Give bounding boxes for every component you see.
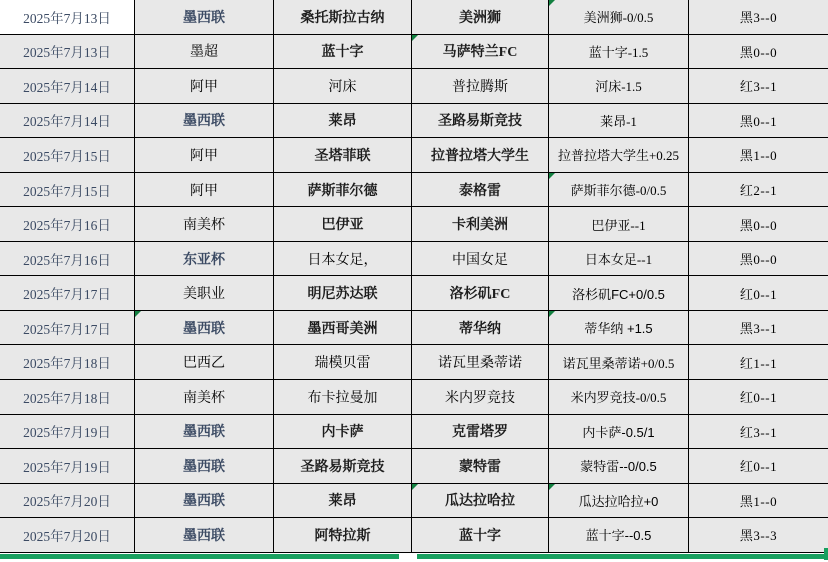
error-indicator-icon xyxy=(412,35,418,41)
date-cell-text: 2025年7月13日 xyxy=(23,45,111,61)
result-cell[interactable] xyxy=(689,207,828,242)
result-cell[interactable] xyxy=(689,415,828,450)
league-cell-text: 墨超 xyxy=(190,45,218,61)
away-team-cell[interactable] xyxy=(412,345,549,380)
error-indicator-icon xyxy=(549,311,555,317)
home-team-cell-text: 内卡萨 xyxy=(321,425,364,441)
away-team-cell-text: 蒙特雷 xyxy=(459,459,501,475)
result-cell-text: 黑3--3 xyxy=(739,528,778,544)
result-cell[interactable] xyxy=(689,276,828,311)
date-cell-text: 2025年7月15日 xyxy=(23,183,111,199)
league-cell[interactable] xyxy=(135,484,274,519)
handicap-cell-text: 蒂华纳 +1.5 xyxy=(584,321,653,337)
date-cell-text: 2025年7月20日 xyxy=(23,494,111,510)
result-cell-text: 黑3--0 xyxy=(739,10,778,26)
home-team-cell-text: 圣路易斯竞技 xyxy=(300,459,385,475)
date-cell[interactable] xyxy=(0,138,135,173)
date-cell[interactable] xyxy=(0,518,135,553)
away-team-cell[interactable] xyxy=(412,484,549,519)
date-cell[interactable] xyxy=(0,380,135,415)
error-indicator-icon xyxy=(412,484,418,490)
away-team-cell-text: 圣路易斯竞技 xyxy=(438,114,522,130)
league-cell-text: 美职业 xyxy=(183,287,225,303)
error-indicator-icon xyxy=(135,311,141,317)
away-team-cell-text: 马萨特兰FC xyxy=(442,45,518,61)
home-team-cell-text: 圣塔菲联 xyxy=(314,148,371,164)
away-team-cell-text: 洛杉矶FC xyxy=(449,287,511,303)
home-team-cell[interactable] xyxy=(274,380,412,415)
result-cell[interactable] xyxy=(689,311,828,346)
home-team-cell[interactable] xyxy=(274,311,412,346)
error-indicator-icon xyxy=(549,484,555,490)
league-cell[interactable] xyxy=(135,276,274,311)
home-team-cell-text: 莱昂 xyxy=(328,494,357,510)
handicap-cell-text: 瓜达拉哈拉+0 xyxy=(578,493,659,509)
handicap-cell[interactable] xyxy=(549,173,689,208)
away-team-cell[interactable] xyxy=(412,69,549,104)
result-cell[interactable] xyxy=(689,173,828,208)
league-cell-text: 南美杯 xyxy=(183,390,225,406)
away-team-cell-text: 普拉腾斯 xyxy=(452,79,508,95)
date-cell-text: 2025年7月20日 xyxy=(23,528,111,544)
home-team-cell[interactable] xyxy=(274,0,412,35)
result-cell-text: 红3--1 xyxy=(739,424,778,440)
date-cell[interactable] xyxy=(0,207,135,242)
away-team-cell[interactable] xyxy=(412,104,549,139)
handicap-cell-text: 洛杉矶FC+0/0.5 xyxy=(572,286,665,302)
away-team-cell-text: 诺瓦里桑蒂诺 xyxy=(438,356,522,372)
date-cell[interactable] xyxy=(0,173,135,208)
result-cell-text: 黑0--1 xyxy=(739,113,778,129)
home-team-cell-text: 墨西哥美洲 xyxy=(307,321,378,337)
sheet-boundary-gap xyxy=(399,554,417,559)
league-cell-text: 墨西联 xyxy=(183,494,225,510)
result-cell-text: 红1--1 xyxy=(739,355,778,371)
date-cell-text: 2025年7月18日 xyxy=(23,390,111,406)
home-team-cell-text: 桑托斯拉古纳 xyxy=(300,10,385,26)
handicap-cell[interactable] xyxy=(549,242,689,277)
handicap-cell[interactable] xyxy=(549,415,689,450)
handicap-cell-text: 莱昂-1 xyxy=(600,113,637,129)
handicap-cell-text: 日本女足--1 xyxy=(584,252,653,268)
handicap-cell[interactable] xyxy=(549,104,689,139)
handicap-cell-text: 内卡萨-0.5/1 xyxy=(582,424,655,440)
date-cell[interactable] xyxy=(0,345,135,380)
away-team-cell[interactable] xyxy=(412,242,549,277)
date-cell-text: 2025年7月19日 xyxy=(23,425,111,441)
result-cell[interactable] xyxy=(689,35,828,70)
date-cell[interactable] xyxy=(0,484,135,519)
date-cell-text: 2025年7月15日 xyxy=(23,148,111,164)
result-cell-text: 红3--1 xyxy=(739,79,778,95)
league-cell-text: 阿甲 xyxy=(190,183,218,199)
result-cell[interactable] xyxy=(689,484,828,519)
error-indicator-icon xyxy=(549,0,555,6)
home-team-cell-text: 萨斯菲尔德 xyxy=(307,183,378,199)
league-cell-text: 巴西乙 xyxy=(183,356,225,372)
handicap-cell[interactable] xyxy=(549,276,689,311)
home-team-cell[interactable] xyxy=(274,345,412,380)
away-team-cell[interactable] xyxy=(412,380,549,415)
league-cell[interactable] xyxy=(135,104,274,139)
league-cell[interactable] xyxy=(135,69,274,104)
home-team-cell-text: 莱昂 xyxy=(328,114,357,130)
date-cell-text: 2025年7月17日 xyxy=(23,321,111,337)
error-indicator-icon xyxy=(549,173,555,179)
home-team-cell[interactable] xyxy=(274,207,412,242)
sheet-boundary-tick xyxy=(824,548,828,560)
away-team-cell-text: 蓝十字 xyxy=(459,528,501,544)
result-cell-text: 红0--1 xyxy=(739,390,778,406)
league-cell[interactable] xyxy=(135,311,274,346)
date-cell[interactable] xyxy=(0,415,135,450)
home-team-cell[interactable] xyxy=(274,138,412,173)
result-cell-text: 黑0--0 xyxy=(739,252,778,268)
league-cell[interactable] xyxy=(135,207,274,242)
handicap-cell[interactable] xyxy=(549,345,689,380)
home-team-cell[interactable] xyxy=(274,173,412,208)
away-team-cell[interactable] xyxy=(412,449,549,484)
date-cell[interactable] xyxy=(0,276,135,311)
home-team-cell[interactable] xyxy=(274,104,412,139)
handicap-cell[interactable] xyxy=(549,69,689,104)
league-cell[interactable] xyxy=(135,518,274,553)
league-cell-text: 南美杯 xyxy=(183,218,225,234)
date-cell[interactable] xyxy=(0,449,135,484)
home-team-cell[interactable] xyxy=(274,242,412,277)
away-team-cell-text: 蒂华纳 xyxy=(459,321,501,337)
home-team-cell-text: 布卡拉曼加 xyxy=(307,390,378,406)
date-cell[interactable] xyxy=(0,311,135,346)
league-cell-text: 墨西联 xyxy=(183,10,225,26)
league-cell-text: 墨西联 xyxy=(183,321,225,337)
league-cell[interactable] xyxy=(135,0,274,35)
handicap-cell-text: 拉普拉塔大学生+0.25 xyxy=(557,148,680,164)
result-cell[interactable] xyxy=(689,518,828,553)
result-cell-text: 红2--1 xyxy=(739,183,778,198)
league-cell[interactable] xyxy=(135,242,274,277)
league-cell-text: 阿甲 xyxy=(190,148,218,164)
date-cell[interactable] xyxy=(0,69,135,104)
result-cell-text: 黑3--1 xyxy=(739,321,778,337)
home-team-cell-text: 蓝十字 xyxy=(321,45,364,61)
away-team-cell[interactable] xyxy=(412,311,549,346)
league-cell[interactable] xyxy=(135,173,274,208)
handicap-cell[interactable] xyxy=(549,0,689,35)
handicap-cell[interactable] xyxy=(549,484,689,519)
date-cell-text: 2025年7月16日 xyxy=(23,252,111,268)
handicap-cell[interactable] xyxy=(549,138,689,173)
away-team-cell[interactable] xyxy=(412,518,549,553)
result-cell[interactable] xyxy=(689,380,828,415)
handicap-cell[interactable] xyxy=(549,311,689,346)
result-cell-text: 红0--1 xyxy=(739,459,778,475)
handicap-cell-text: 河床-1.5 xyxy=(595,79,642,95)
away-team-cell[interactable] xyxy=(412,173,549,208)
home-team-cell[interactable] xyxy=(274,35,412,70)
selected-cell[interactable] xyxy=(0,0,135,35)
away-team-cell[interactable] xyxy=(412,207,549,242)
league-cell[interactable] xyxy=(135,345,274,380)
home-team-cell-text: 日本女足， xyxy=(307,252,378,268)
home-team-cell[interactable] xyxy=(274,484,412,519)
result-cell[interactable] xyxy=(689,449,828,484)
handicap-cell-text: 巴伊亚--1 xyxy=(591,217,646,233)
handicap-cell-text: 蓝十字--0.5 xyxy=(585,528,652,544)
result-cell-text: 红0--1 xyxy=(739,286,778,302)
handicap-cell-text: 诺瓦里桑蒂诺+0/0.5 xyxy=(562,355,675,371)
away-team-cell-text: 克雷塔罗 xyxy=(452,425,508,441)
result-cell-text: 黑1--0 xyxy=(739,493,778,509)
away-team-cell-text: 瓜达拉哈拉 xyxy=(445,494,515,510)
away-team-cell-text: 米内罗竞技 xyxy=(445,390,515,406)
date-cell-text: 2025年7月18日 xyxy=(23,356,111,372)
home-team-cell[interactable] xyxy=(274,518,412,553)
handicap-cell-text: 美洲狮-0/0.5 xyxy=(583,10,654,26)
result-cell-text: 黑0--0 xyxy=(739,217,778,233)
league-cell[interactable] xyxy=(135,35,274,70)
handicap-cell-text: 蒙特雷--0/0.5 xyxy=(580,459,657,475)
date-cell-text: 2025年7月17日 xyxy=(23,287,111,303)
result-cell-text: 黑1--0 xyxy=(739,148,778,164)
result-cell[interactable] xyxy=(689,345,828,380)
away-team-cell-text: 泰格雷 xyxy=(459,183,501,199)
home-team-cell[interactable] xyxy=(274,415,412,450)
handicap-cell[interactable] xyxy=(549,35,689,70)
league-cell[interactable] xyxy=(135,138,274,173)
result-cell[interactable] xyxy=(689,138,828,173)
result-cell[interactable] xyxy=(689,0,828,35)
league-cell-text: 阿甲 xyxy=(190,79,218,95)
date-cell[interactable] xyxy=(0,35,135,70)
handicap-cell[interactable] xyxy=(549,518,689,553)
league-cell[interactable] xyxy=(135,449,274,484)
league-cell-text: 墨西联 xyxy=(183,114,225,130)
home-team-cell[interactable] xyxy=(274,449,412,484)
home-team-cell[interactable] xyxy=(274,69,412,104)
league-cell-text: 墨西联 xyxy=(183,425,225,441)
result-cell[interactable] xyxy=(689,104,828,139)
date-cell-text: 2025年7月16日 xyxy=(23,218,111,234)
handicap-cell[interactable] xyxy=(549,449,689,484)
league-cell-text: 墨西联 xyxy=(183,528,225,544)
handicap-cell[interactable] xyxy=(549,380,689,415)
result-cell[interactable] xyxy=(689,69,828,104)
handicap-cell-text: 萨斯菲尔德-0/0.5 xyxy=(570,183,667,198)
result-cell-text: 黑0--0 xyxy=(739,44,778,60)
home-team-cell-text: 巴伊亚 xyxy=(321,218,364,234)
away-team-cell-text: 卡利美洲 xyxy=(452,218,508,234)
handicap-cell-text: 米内罗竞技-0/0.5 xyxy=(570,390,667,406)
home-team-cell[interactable] xyxy=(274,276,412,311)
league-cell-text: 墨西联 xyxy=(183,459,225,475)
home-team-cell-text: 阿特拉斯 xyxy=(314,528,371,544)
league-cell[interactable] xyxy=(135,415,274,450)
away-team-cell-text: 中国女足 xyxy=(452,252,508,268)
away-team-cell[interactable] xyxy=(412,0,549,35)
away-team-cell[interactable] xyxy=(412,415,549,450)
away-team-cell-text: 美洲狮 xyxy=(459,10,501,26)
away-team-cell[interactable] xyxy=(412,35,549,70)
date-cell-text: 2025年7月19日 xyxy=(23,459,111,475)
handicap-cell-text: 蓝十字-1.5 xyxy=(588,44,649,60)
league-cell-text: 东亚杯 xyxy=(183,252,225,268)
date-cell-text: 2025年7月14日 xyxy=(23,79,111,95)
home-team-cell-text: 河床 xyxy=(328,79,357,95)
away-team-cell-text: 拉普拉塔大学生 xyxy=(431,148,529,164)
home-team-cell-text: 明尼苏达联 xyxy=(307,287,378,303)
date-cell-text: 2025年7月14日 xyxy=(23,114,111,130)
away-team-cell[interactable] xyxy=(412,138,549,173)
league-cell[interactable] xyxy=(135,380,274,415)
away-team-cell[interactable] xyxy=(412,276,549,311)
home-team-cell-text: 瑞模贝雷 xyxy=(314,356,371,372)
date-cell[interactable] xyxy=(0,104,135,139)
date-cell-text: 2025年7月13日 xyxy=(23,10,111,26)
date-cell[interactable] xyxy=(0,242,135,277)
result-cell[interactable] xyxy=(689,242,828,277)
handicap-cell[interactable] xyxy=(549,207,689,242)
